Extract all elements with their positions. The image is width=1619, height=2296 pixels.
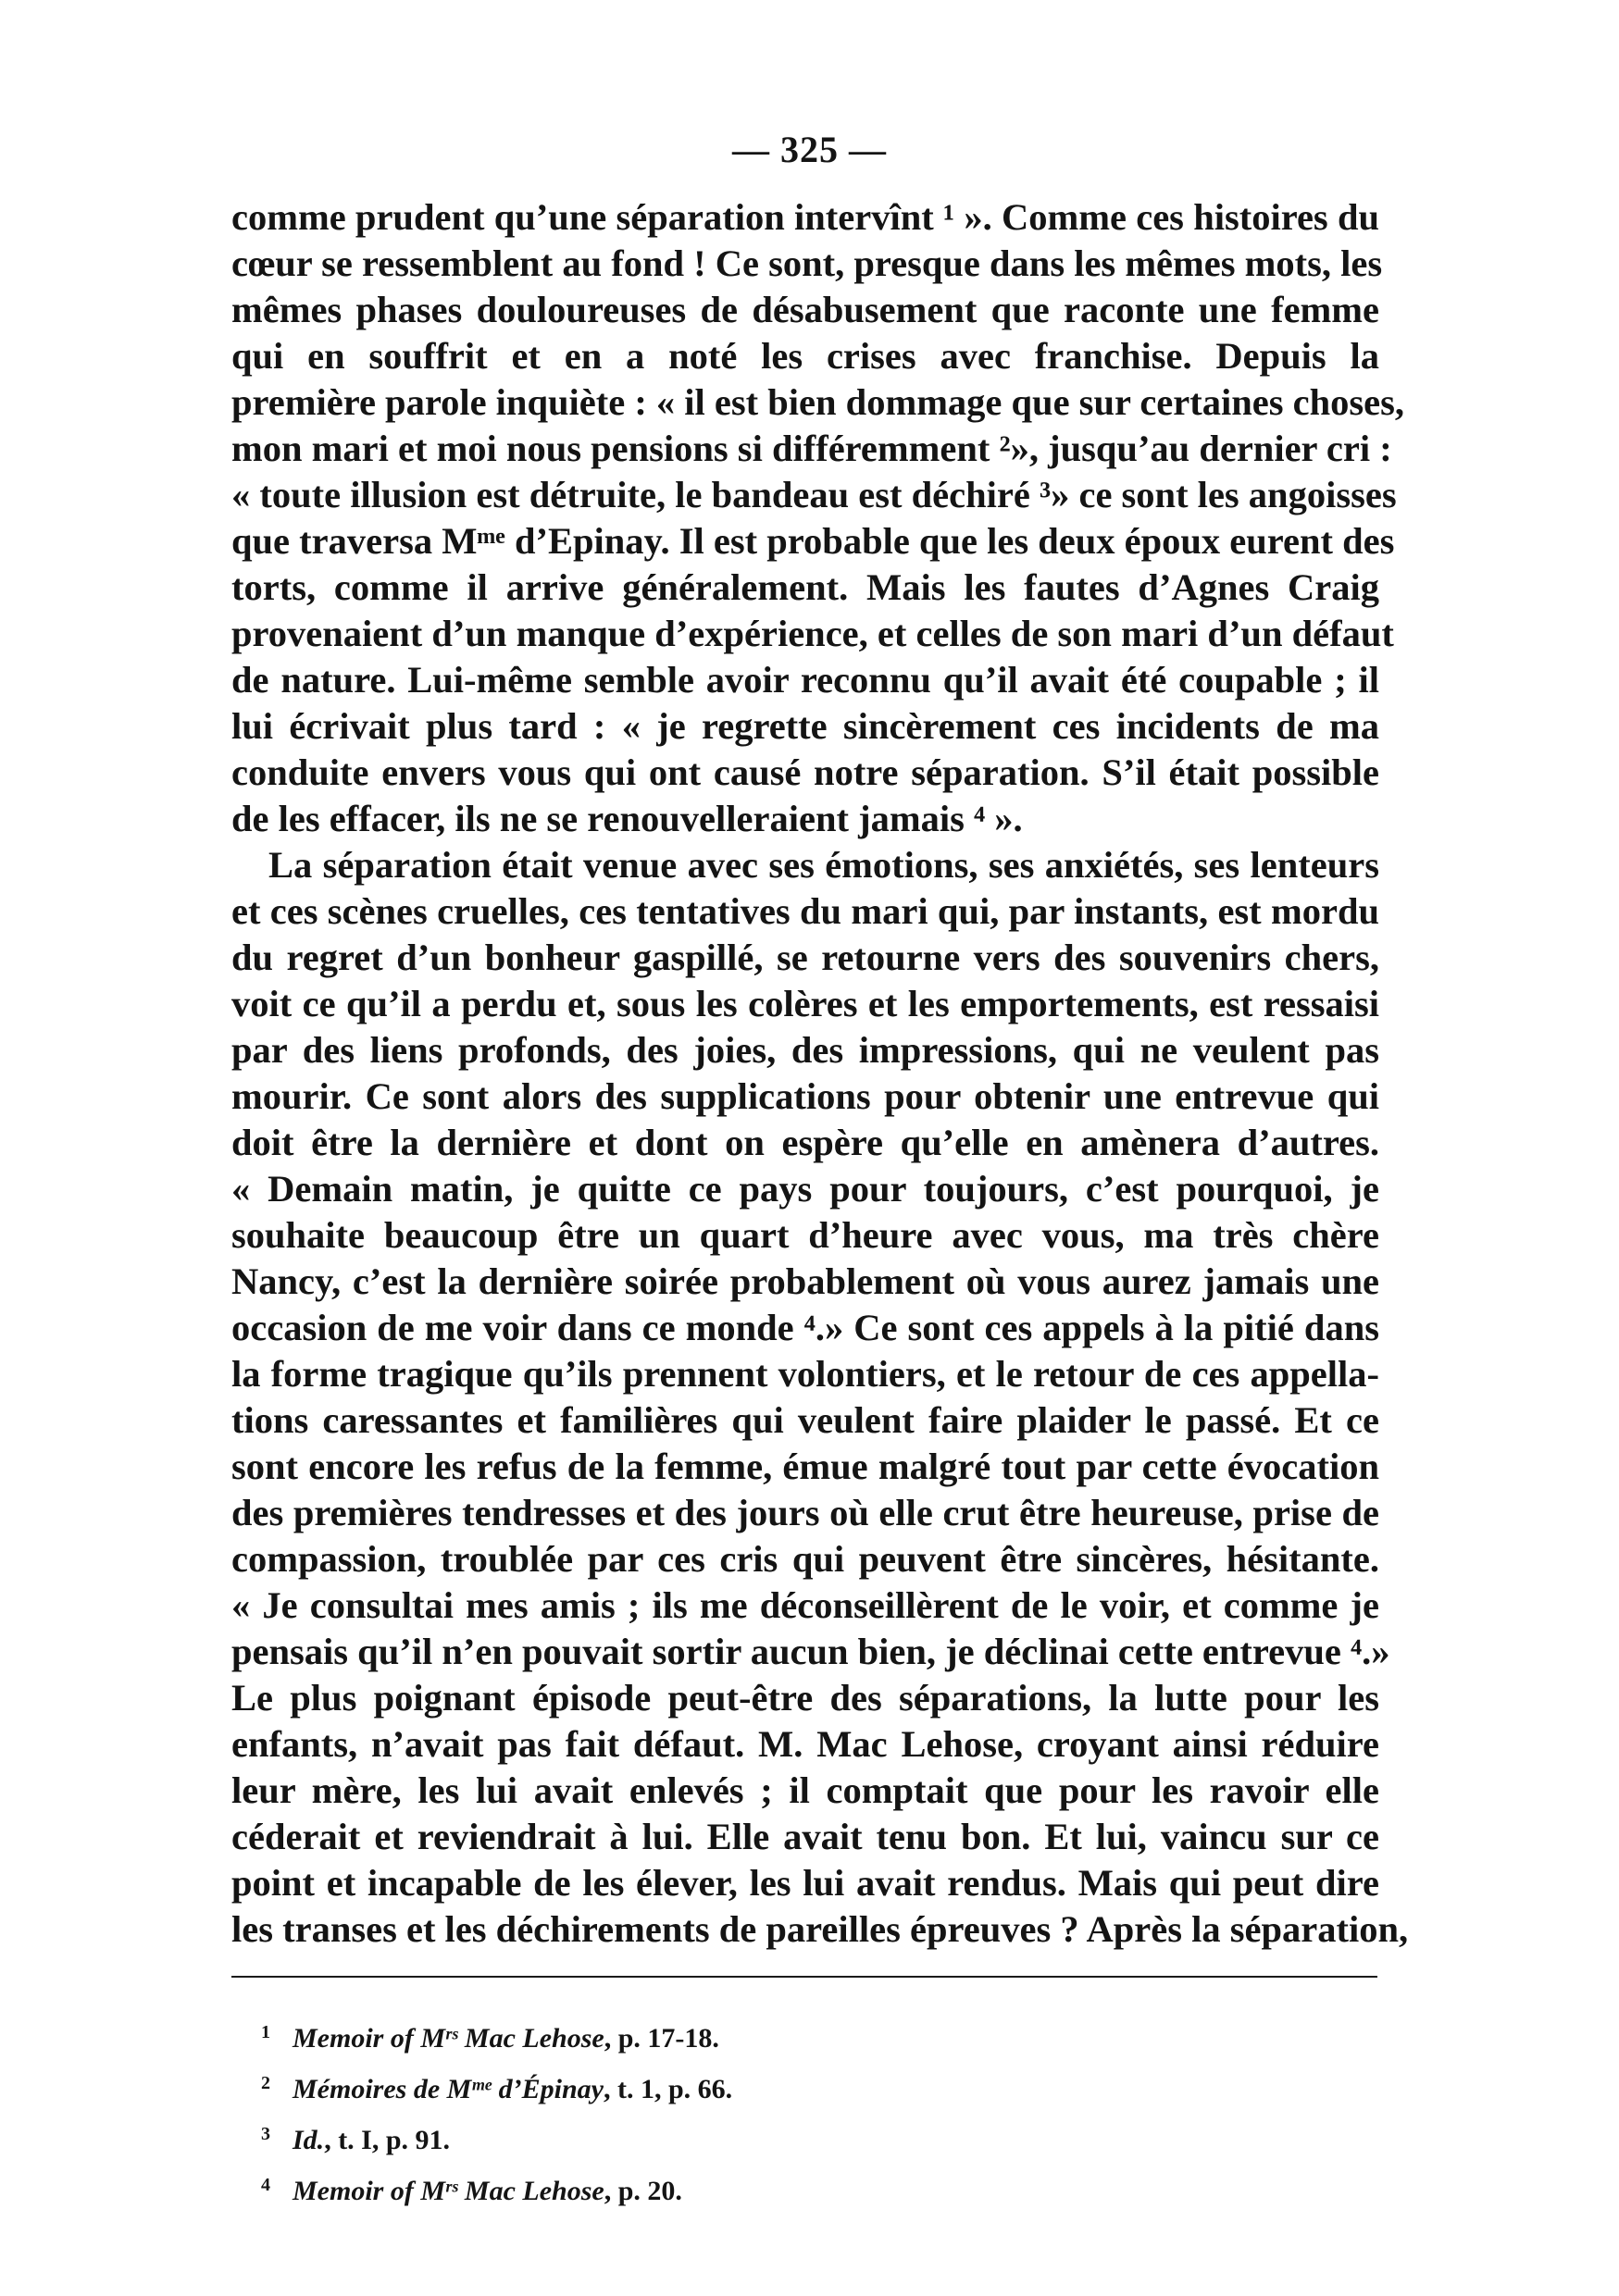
text-line: lui écrivait plus tard : « je regrette sincèrement ces incidents de ma — [231, 705, 1379, 747]
text-line: Nancy, c’est la dernière soirée probablement où vous aurez jamais une — [231, 1260, 1379, 1302]
footnote-number: 2 — [261, 2073, 270, 2093]
text-line: première parole inquiète : « il est bien dommage que sur certaines choses, — [231, 381, 1405, 423]
footnote-reference: , p. 20. — [604, 2176, 682, 2206]
footnote-number: 1 — [261, 2022, 270, 2042]
text-line: leur mère, les lui avait enlevés ; il comptait que pour les ravoir elle — [231, 1769, 1379, 1811]
text-line: torts, comme il arrive généralement. Mais les fautes d’Agnes Craig — [231, 566, 1379, 608]
footnote — [261, 2010, 1372, 2061]
text-line: souhaite beaucoup être un quart d’heure avec vous, ma très chère — [231, 1214, 1379, 1256]
text-line: mon mari et moi nous pensions si différemment ²», jusqu’au dernier cri : — [231, 428, 1392, 469]
text-line: tions caressantes et familières qui veulent faire plaider le passé. Et ce — [231, 1399, 1379, 1441]
footnotes — [261, 2010, 1372, 2214]
body-text — [231, 194, 1409, 1953]
text-line: mêmes phases douloureuses de désabusement que raconte une femme — [231, 289, 1379, 330]
footnote-title: Mémoires de Mᵐᵉ d’Épinay — [293, 2074, 604, 2104]
footnote-divider — [231, 1976, 1377, 1978]
text-line: que traversa Mᵐᵉ d’Epinay. Il est probable que les deux époux eurent des — [231, 520, 1395, 562]
text-line: par des liens profonds, des joies, des impressions, qui ne veulent pas — [231, 1029, 1379, 1071]
text-line: occasion de me voir dans ce monde ⁴.» Ce sont ces appels à la pitié dans — [231, 1307, 1379, 1348]
text-line: enfants, n’avait pas fait défaut. M. Mac Lehose, croyant ainsi réduire — [231, 1723, 1379, 1765]
text-line: Le plus poignant épisode peut-être des séparations, la lutte pour les — [231, 1677, 1379, 1719]
text-line: compassion, troublée par ces cris qui peuvent être sincères, hésitante. — [231, 1538, 1379, 1580]
footnote — [261, 2163, 1372, 2214]
text-line: doit être la dernière et dont on espère qu’elle en amènera d’autres. — [231, 1122, 1379, 1163]
text-line: conduite envers vous qui ont causé notre séparation. S’il était possible — [231, 751, 1379, 793]
text-line: voit ce qu’il a perdu et, sous les colères et les emportements, est ressaisi — [231, 983, 1379, 1024]
text-line: sont encore les refus de la femme, émue malgré tout par cette évocation — [231, 1446, 1379, 1487]
text-line: de les effacer, ils ne se renouvelleraient jamais ⁴ ». — [231, 798, 1023, 839]
text-line: « Demain matin, je quitte ce pays pour toujours, c’est pourquoi, je — [231, 1168, 1379, 1210]
footnote-reference: , t. I, p. 91. — [324, 2125, 451, 2155]
text-line: les transes et les déchirements de pareilles épreuves ? Après la séparation, — [231, 1908, 1409, 1950]
footnote-title: Id. — [293, 2125, 325, 2155]
text-line: point et incapable de les élever, les lui avait rendus. Mais qui peut dire — [231, 1862, 1379, 1904]
text-line: cœur se ressemblent au fond ! Ce sont, presque dans les mêmes mots, les — [231, 242, 1383, 284]
text-line: des premières tendresses et des jours où elle crut être heureuse, prise de — [231, 1492, 1379, 1533]
text-line: « Je consultai mes amis ; ils me déconseillèrent de le voir, et comme je — [231, 1584, 1379, 1626]
text-line: céderait et reviendrait à lui. Elle avait tenu bon. Et lui, vaincu sur ce — [231, 1816, 1379, 1857]
text-line: La séparation était venue avec ses émotions, ses anxiétés, ses lenteurs — [268, 844, 1379, 886]
text-line: provenaient d’un manque d’expérience, et celles de son mari d’un défaut — [231, 613, 1394, 654]
footnote-title: Memoir of Mʳˢ Mac Lehose — [293, 2176, 604, 2206]
text-line: mourir. Ce sont alors des supplications pour obtenir une entrevue qui — [231, 1075, 1379, 1117]
footnote — [261, 2112, 1372, 2163]
text-line: « toute illusion est détruite, le bandeau est déchiré ³» ce sont les angoisses — [231, 474, 1397, 515]
footnote-number: 4 — [261, 2175, 270, 2195]
footnote-title: Memoir of Mʳˢ Mac Lehose — [293, 2023, 604, 2054]
footnote-reference: , p. 17-18. — [604, 2023, 719, 2054]
text-line: la forme tragique qu’ils prennent volontiers, et le retour de ces appella- — [231, 1353, 1379, 1395]
text-line: qui en souffrit et en a noté les crises avec franchise. Depuis la — [231, 335, 1379, 377]
text-line: pensais qu’il n’en pouvait sortir aucun bien, je déclinai cette entrevue ⁴.» — [231, 1631, 1390, 1672]
text-line: de nature. Lui-même semble avoir reconnu qu’il avait été coupable ; il — [231, 659, 1379, 701]
footnote-reference: , t. 1, p. 66. — [604, 2074, 733, 2104]
text-line: comme prudent qu’une séparation intervînt ¹ ». Comme ces histoires du — [231, 196, 1379, 238]
text-line: du regret d’un bonheur gaspillé, se retourne vers des souvenirs chers, — [231, 937, 1379, 978]
page-number: — 325 — — [732, 129, 887, 170]
paragraph — [231, 194, 1405, 842]
footnote — [261, 2061, 1372, 2112]
text-line: et ces scènes cruelles, ces tentatives du mari qui, par instants, est mordu — [231, 890, 1379, 932]
footnote-number: 3 — [261, 2124, 270, 2144]
paragraph — [231, 842, 1409, 1953]
